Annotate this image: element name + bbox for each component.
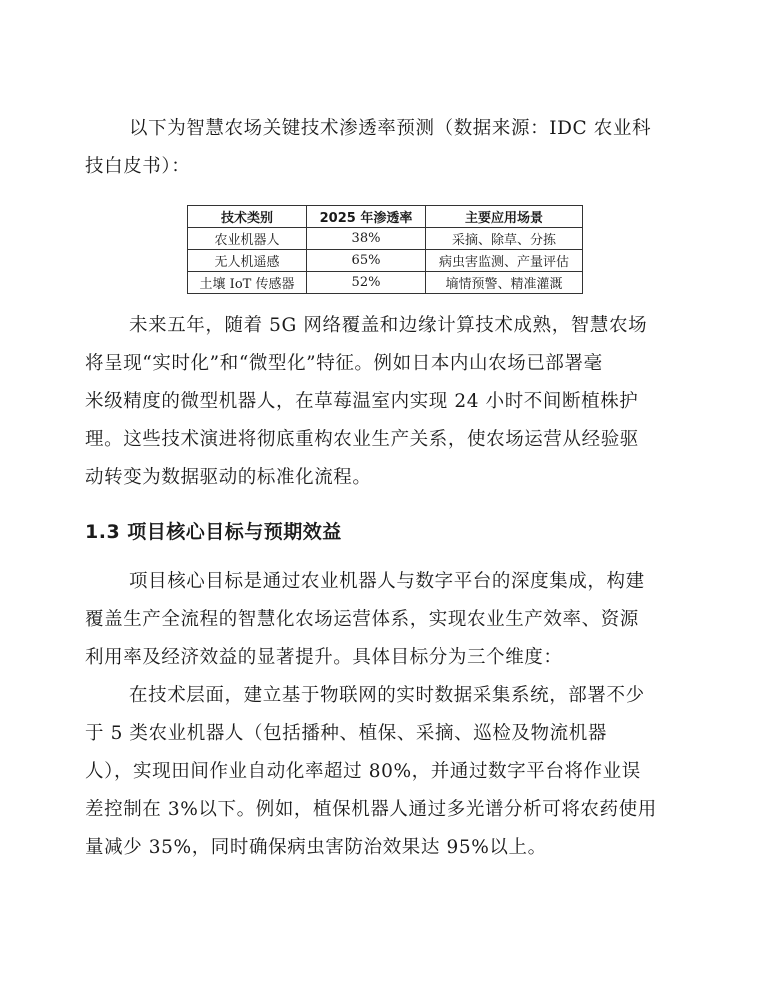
table-header-row <box>188 206 583 228</box>
future-trends-paragraph <box>85 307 685 497</box>
paragraph-line: 未来五年，随着 5G 网络覆盖和边缘计算技术成熟，智慧农场 <box>129 315 648 336</box>
paragraph-line: 理。这些技术演进将彻底重构农业生产关系，使农场运营从经验驱 <box>85 429 639 450</box>
header-penetration-rate: 2025 年渗透率 <box>307 206 426 228</box>
penetration-table <box>187 205 583 294</box>
paragraph-line: 米级精度的微型机器人，在草莓温室内实现 24 小时不间断植株护 <box>85 391 639 412</box>
paragraph-line: 于 5 类农业机器人（包括播种、植保、采摘、巡检及物流机器 <box>85 723 607 744</box>
table-row <box>188 250 583 272</box>
core-goals-paragraph <box>85 563 685 677</box>
cell-tech-category: 土壤 IoT 传感器 <box>188 272 307 294</box>
cell-penetration-rate: 52% <box>307 272 426 294</box>
cell-application: 病虫害监测、产量评估 <box>426 250 583 272</box>
cell-tech-category: 农业机器人 <box>188 228 307 250</box>
intro-line: 技白皮书）： <box>85 156 191 177</box>
cell-penetration-rate: 65% <box>307 250 426 272</box>
paragraph-line: 人），实现田间作业自动化率超过 80%，并通过数字平台将作业误 <box>85 761 641 782</box>
paragraph-line: 利用率及经济效益的显著提升。具体目标分为三个维度： <box>85 647 563 668</box>
table-row <box>188 272 583 294</box>
penetration-table-wrapper <box>187 205 583 294</box>
header-tech-category: 技术类别 <box>188 206 307 228</box>
paragraph-line: 量减少 35%，同时确保病虫害防治效果达 95%以上。 <box>85 837 547 858</box>
header-application: 主要应用场景 <box>426 206 583 228</box>
paragraph-line: 将呈现“实时化”和“微型化”特征。例如日本内山农场已部署毫 <box>85 353 603 374</box>
cell-penetration-rate: 38% <box>307 228 426 250</box>
paragraph-line: 在技术层面，建立基于物联网的实时数据采集系统，部署不少 <box>129 685 645 706</box>
cell-application: 采摘、除草、分拣 <box>426 228 583 250</box>
technical-level-paragraph <box>85 677 685 867</box>
section-heading: 1.3 项目核心目标与预期效益 <box>85 521 342 543</box>
intro-line: 以下为智慧农场关键技术渗透率预测（数据来源：IDC 农业科 <box>129 118 652 139</box>
paragraph-line: 动转变为数据驱动的标准化流程。 <box>85 467 372 488</box>
paragraph-line: 项目核心目标是通过农业机器人与数字平台的深度集成，构建 <box>129 571 645 592</box>
paragraph-line: 差控制在 3%以下。例如，植保机器人通过多光谱分析可将农药使用 <box>85 799 657 820</box>
paragraph-line: 覆盖生产全流程的智慧化农场运营体系，实现农业生产效率、资源 <box>85 609 639 630</box>
cell-application: 墒情预警、精准灌溉 <box>426 272 583 294</box>
cell-tech-category: 无人机遥感 <box>188 250 307 272</box>
table-row <box>188 228 583 250</box>
intro-paragraph <box>85 110 685 186</box>
